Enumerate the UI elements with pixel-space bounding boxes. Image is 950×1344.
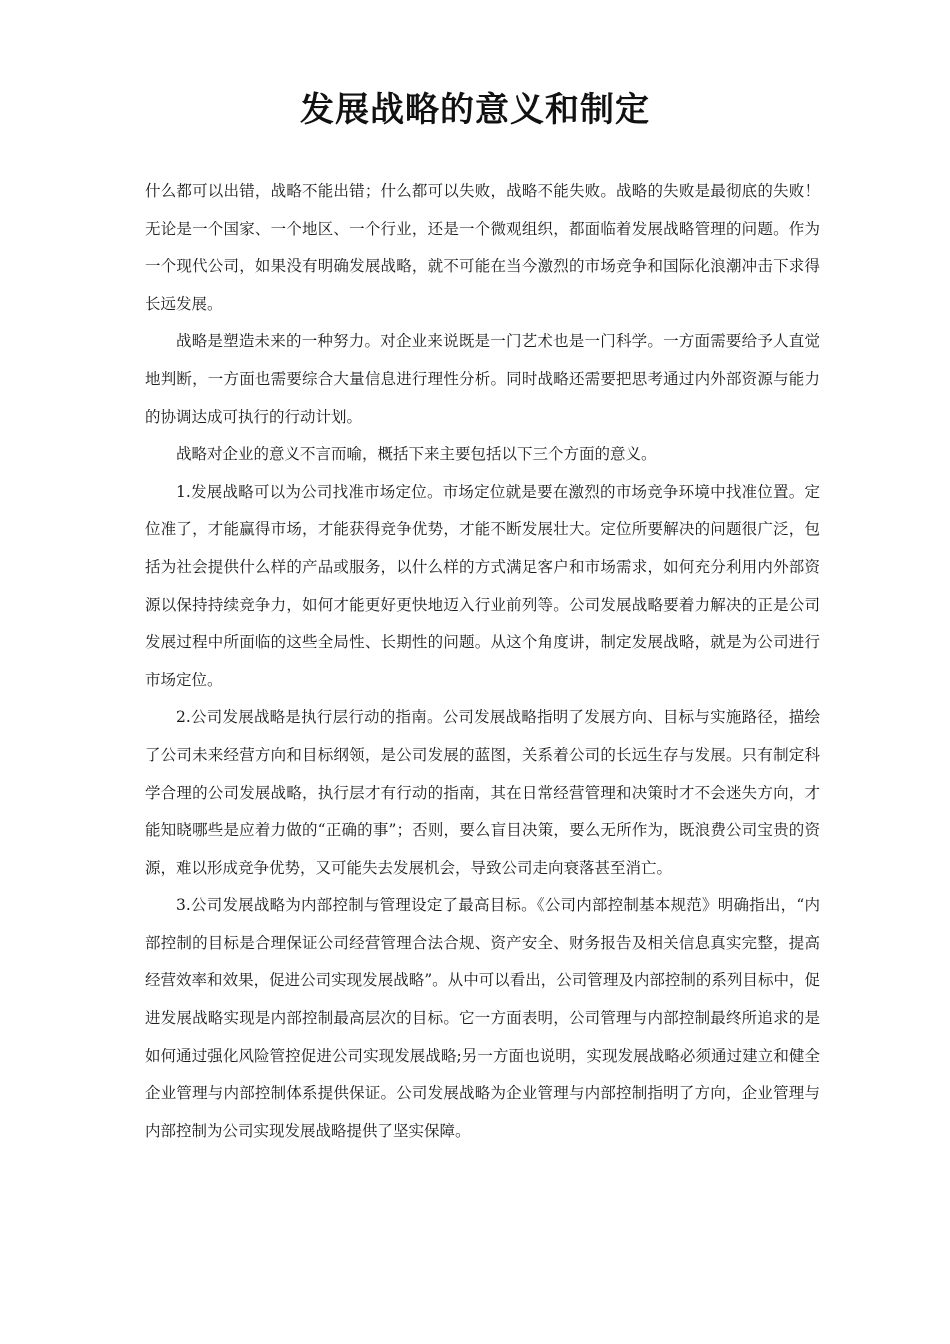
- paragraph-point-2: 2.公司发展战略是执行层行动的指南。公司发展战略指明了发展方向、目标与实施路径，描绘了公司未来经营方向和目标纲领，是公司发展的蓝图，关系着公司的长远生存与发展。只有制定科学合理的公司发展战略，执行层才有行动的指南，其在日常经营管理和决策时才不会迷失方向，才能知晓哪些是应着力做的“正确的事”；否则，要么盲目决策，要么无所作为，既浪费公司宝贵的资源，难以形成竞争优势，又可能失去发展机会，导致公司走向衰落甚至消亡。: [145, 708, 820, 877]
- paragraph-significance-summary: 战略对企业的意义不言而喻，概括下来主要包括以下三个方面的意义。: [176, 445, 657, 464]
- paragraph-intro: 什么都可以出错，战略不能出错；什么都可以失败，战略不能失败。战略的失败是最彻底的失败！无论是一个国家、一个地区、一个行业，还是一个微观组织，都面临着发展战略管理的问题。作为一个现代公司，如果没有明确发展战略，就不可能在当今激烈的市场竞争和国际化浪潮冲击下求得长远发展。: [145, 182, 820, 313]
- paragraph-point-3: 3.公司发展战略为内部控制与管理设定了最高目标。《公司内部控制基本规范》明确指出，“内部控制的目标是合理保证公司经营管理合法合规、资产安全、财务报告及相关信息真实完整，提高经营效率和效果，促进公司实现发展战略”。从中可以看出，公司管理及内部控制的系列目标中，促进发展战略实现是内部控制最高层次的目标。它一方面表明，公司管理与内部控制最终所追求的是如何通过强化风险管控促进公司实现发展战略;另一方面也说明，实现发展战略必须通过建立和健全企业管理与内部控制体系提供保证。公司发展战略为企业管理与内部控制指明了方向，企业管理与内部控制为公司实现发展战略提供了坚实保障。: [145, 896, 820, 1140]
- paragraph-point-1: 1.发展战略可以为公司找准市场定位。市场定位就是要在激烈的市场竞争环境中找准位置。定位准了，才能赢得市场，才能获得竞争优势，才能不断发展壮大。定位所要解决的问题很广泛，包括为社会提供什么样的产品或服务，以什么样的方式满足客户和市场需求，如何充分利用内外部资源以保持持续竞争力，如何才能更好更快地迈入行业前列等。公司发展战略要着力解决的正是公司发展过程中所面临的这些全局性、长期性的问题。从这个角度讲，制定发展战略，就是为公司进行市场定位。: [145, 482, 820, 689]
- document-body: [145, 173, 820, 1150]
- document-title: 发展战略的意义和制定: [300, 90, 650, 130]
- paragraph-strategy-definition: 战略是塑造未来的一种努力。对企业来说既是一门艺术也是一门科学。一方面需要给予人直觉地判断，一方面也需要综合大量信息进行理性分析。同时战略还需要把思考通过内外部资源与能力的协调达成可执行的行动计划。: [145, 332, 820, 426]
